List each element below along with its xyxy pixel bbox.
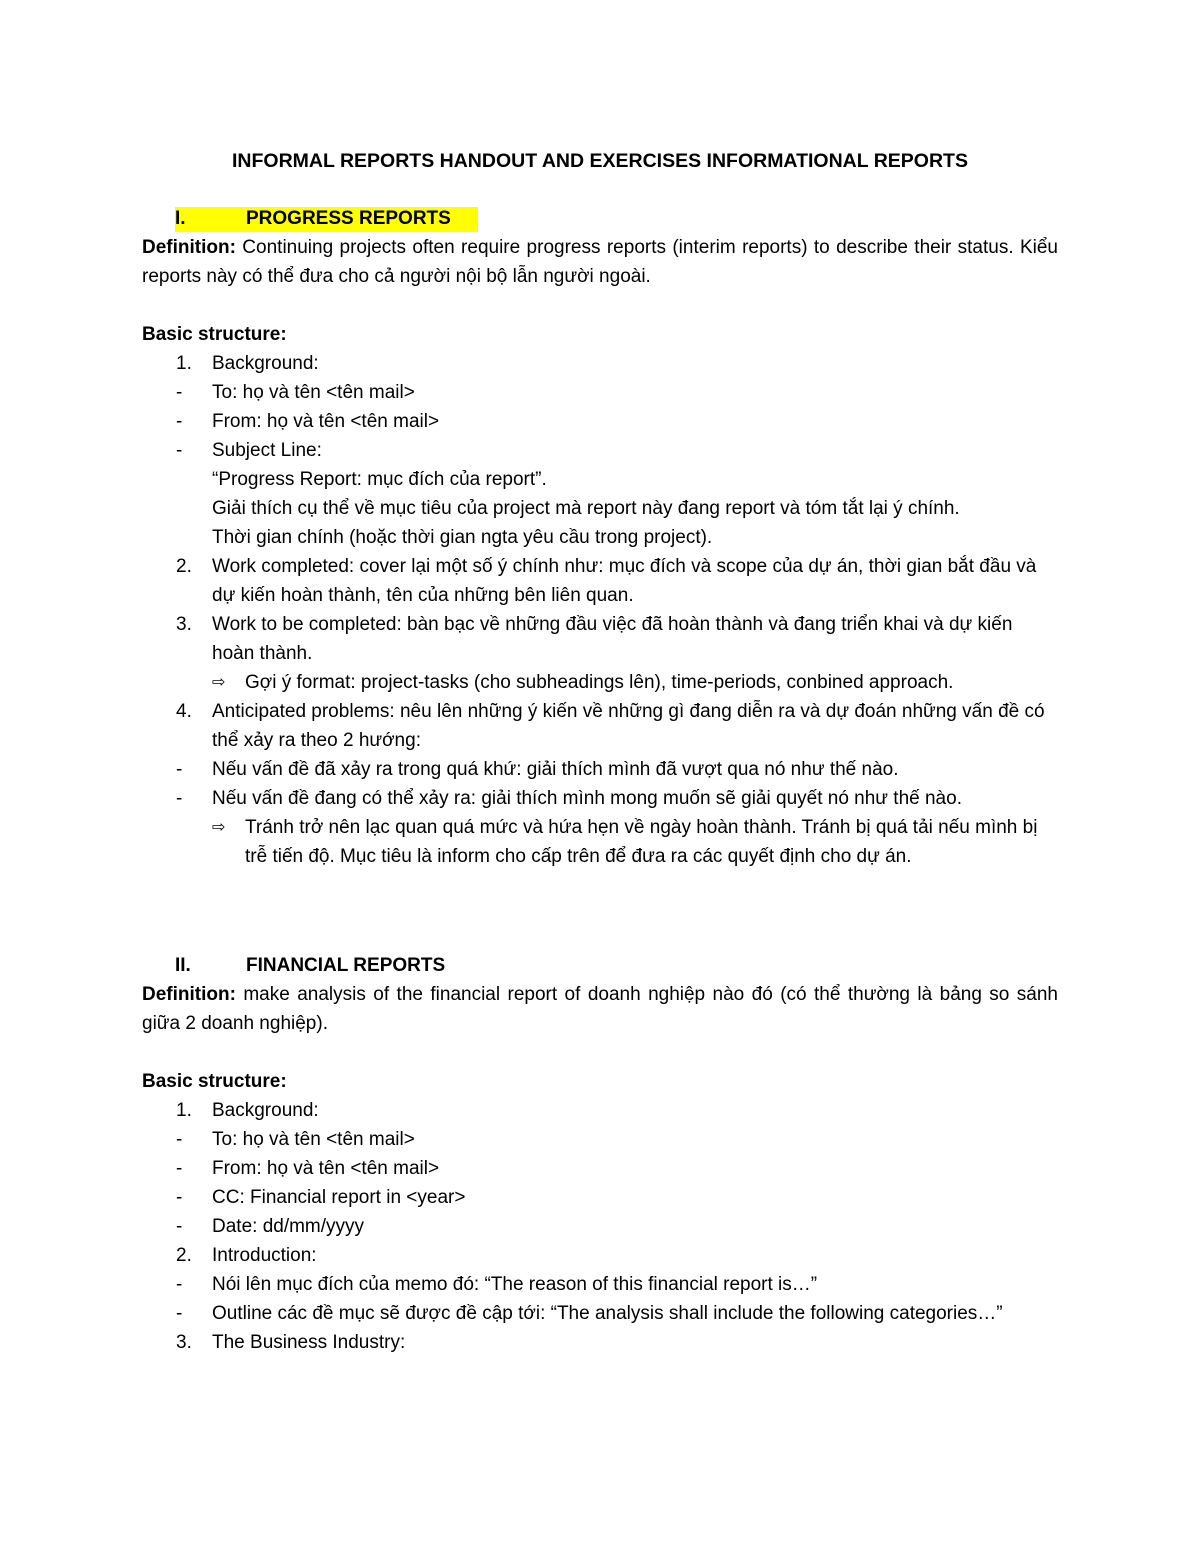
dash-marker: - xyxy=(176,1187,183,1208)
list-item xyxy=(142,755,1058,784)
list-item-text: From: họ và tên <tên mail> xyxy=(212,411,440,432)
dash-marker: - xyxy=(176,1274,183,1295)
dash-marker: - xyxy=(176,1158,183,1179)
list-item xyxy=(142,378,1058,407)
list-item-text: To: họ và tên <tên mail> xyxy=(212,1129,415,1150)
structure-label: Basic structure: xyxy=(142,324,287,345)
arrow-note xyxy=(212,813,1058,871)
section-heading xyxy=(142,951,1058,980)
list-item xyxy=(142,1328,1058,1357)
list-item-text: Work completed: cover lại một số ý chính như: mục đích và scope của dự án, thời gian bắt đầu và dự kiến hoàn thành, tên của những bên liên quan. xyxy=(212,556,1037,606)
list-item-text: Nếu vấn đề đang có thể xảy ra: giải thích mình mong muốn sẽ giải quyết nó như thế nào. xyxy=(212,788,962,809)
section-number: II. xyxy=(175,955,191,976)
arrow-note xyxy=(212,668,1058,697)
arrow-note-text: Gợi ý format: project-tasks (cho subheadings lên), time-periods, conbined approach. xyxy=(245,672,954,693)
list-item xyxy=(142,1270,1058,1299)
definition-label: Definition: xyxy=(142,237,236,258)
definition-text: Continuing projects often require progress reports (interim reports) to describe their status. Kiểu reports này có thể đưa cho cả người nội bộ lẫn người ngoài. xyxy=(142,237,1058,287)
dash-marker: - xyxy=(176,1303,183,1324)
list-item xyxy=(142,1299,1058,1328)
dash-marker: - xyxy=(176,1129,183,1150)
list-item-text: To: họ và tên <tên mail> xyxy=(212,382,415,403)
definition-text: make analysis of the financial report of doanh nghiệp nào đó (có thể thường là bảng so sánh giữa 2 doanh nghiệp). xyxy=(142,984,1058,1034)
list-number: 1. xyxy=(176,1100,192,1121)
dash-marker: - xyxy=(176,788,183,809)
arrow-note-text: Tránh trở nên lạc quan quá mức và hứa hẹn về ngày hoàn thành. Tránh bị quá tải nếu mình bị trễ tiến độ. Mục tiêu là inform cho cấp trên để đưa ra các quyết định cho dự án. xyxy=(245,817,1038,867)
list-item xyxy=(142,1096,1058,1125)
dash-marker: - xyxy=(176,382,183,403)
list-item-text: From: họ và tên <tên mail> xyxy=(212,1158,440,1179)
list-number: 1. xyxy=(176,353,192,374)
list-item xyxy=(142,1241,1058,1270)
list-item-text: Introduction: xyxy=(212,1245,317,1266)
document-title: INFORMAL REPORTS HANDOUT AND EXERCISES INFORMATIONAL REPORTS xyxy=(232,150,968,172)
list-item-text: The Business Industry: xyxy=(212,1332,406,1353)
arrow-right-icon: ⇨ xyxy=(212,674,226,691)
arrow-right-icon: ⇨ xyxy=(212,819,226,836)
dash-marker: - xyxy=(176,440,183,461)
list-item xyxy=(142,1154,1058,1183)
list-number: 4. xyxy=(176,701,192,722)
list-item-text: Anticipated problems: nêu lên những ý kiến về những gì đang diễn ra và dự đoán những vấn đề có thể xảy ra theo 2 hướng: xyxy=(212,701,1045,751)
list-item xyxy=(142,349,1058,378)
subject-line-text: Thời gian chính (hoặc thời gian ngta yêu cầu trong project). xyxy=(212,527,713,548)
dash-marker: - xyxy=(176,759,183,780)
list-item-text: Background: xyxy=(212,353,319,374)
section-heading xyxy=(142,204,1058,233)
definition-paragraph xyxy=(142,233,1058,291)
list-item xyxy=(142,1125,1058,1154)
definition-paragraph xyxy=(142,980,1058,1038)
dash-marker: - xyxy=(176,411,183,432)
list-item-text: Background: xyxy=(212,1100,319,1121)
list-item-text: Outline các đề mục sẽ được đề cập tới: “The analysis shall include the following categories…” xyxy=(212,1303,1003,1324)
dash-marker: - xyxy=(176,1216,183,1237)
list-item-text: Nói lên mục đích của memo đó: “The reason of this financial report is…” xyxy=(212,1274,818,1295)
list-item xyxy=(142,552,1058,610)
subject-line-text: Giải thích cụ thể về mục tiêu của project mà report này đang report và tóm tắt lại ý chính. xyxy=(212,498,960,519)
section-title: FINANCIAL REPORTS xyxy=(246,955,446,976)
list-item xyxy=(142,407,1058,436)
list-item-text: Subject Line: xyxy=(212,440,322,461)
list-item xyxy=(142,436,1058,465)
structure-label: Basic structure: xyxy=(142,1071,287,1092)
list-number: 2. xyxy=(176,1245,192,1266)
section-financial-reports xyxy=(142,951,1058,1357)
list-number: 3. xyxy=(176,1332,192,1353)
section-number: I. xyxy=(175,208,186,229)
list-item-text: Date: dd/mm/yyyy xyxy=(212,1216,365,1237)
list-number: 2. xyxy=(176,556,192,577)
list-item-text: Nếu vấn đề đã xảy ra trong quá khứ: giải thích mình đã vượt qua nó như thế nào. xyxy=(212,759,899,780)
list-item-text: Work to be completed: bàn bạc về những đầu việc đã hoàn thành và đang triển khai và dự kiến hoàn thành. xyxy=(212,614,1013,664)
list-item-text: CC: Financial report in <year> xyxy=(212,1187,466,1208)
definition-label: Definition: xyxy=(142,984,236,1005)
list-item xyxy=(142,784,1058,813)
section-title: PROGRESS REPORTS xyxy=(246,208,451,229)
list-item xyxy=(142,1183,1058,1212)
list-item xyxy=(142,610,1058,668)
list-item xyxy=(142,697,1058,755)
section-progress-reports xyxy=(142,204,1058,871)
subject-line-text: “Progress Report: mục đích của report”. xyxy=(212,469,547,490)
list-number: 3. xyxy=(176,614,192,635)
list-item xyxy=(142,1212,1058,1241)
